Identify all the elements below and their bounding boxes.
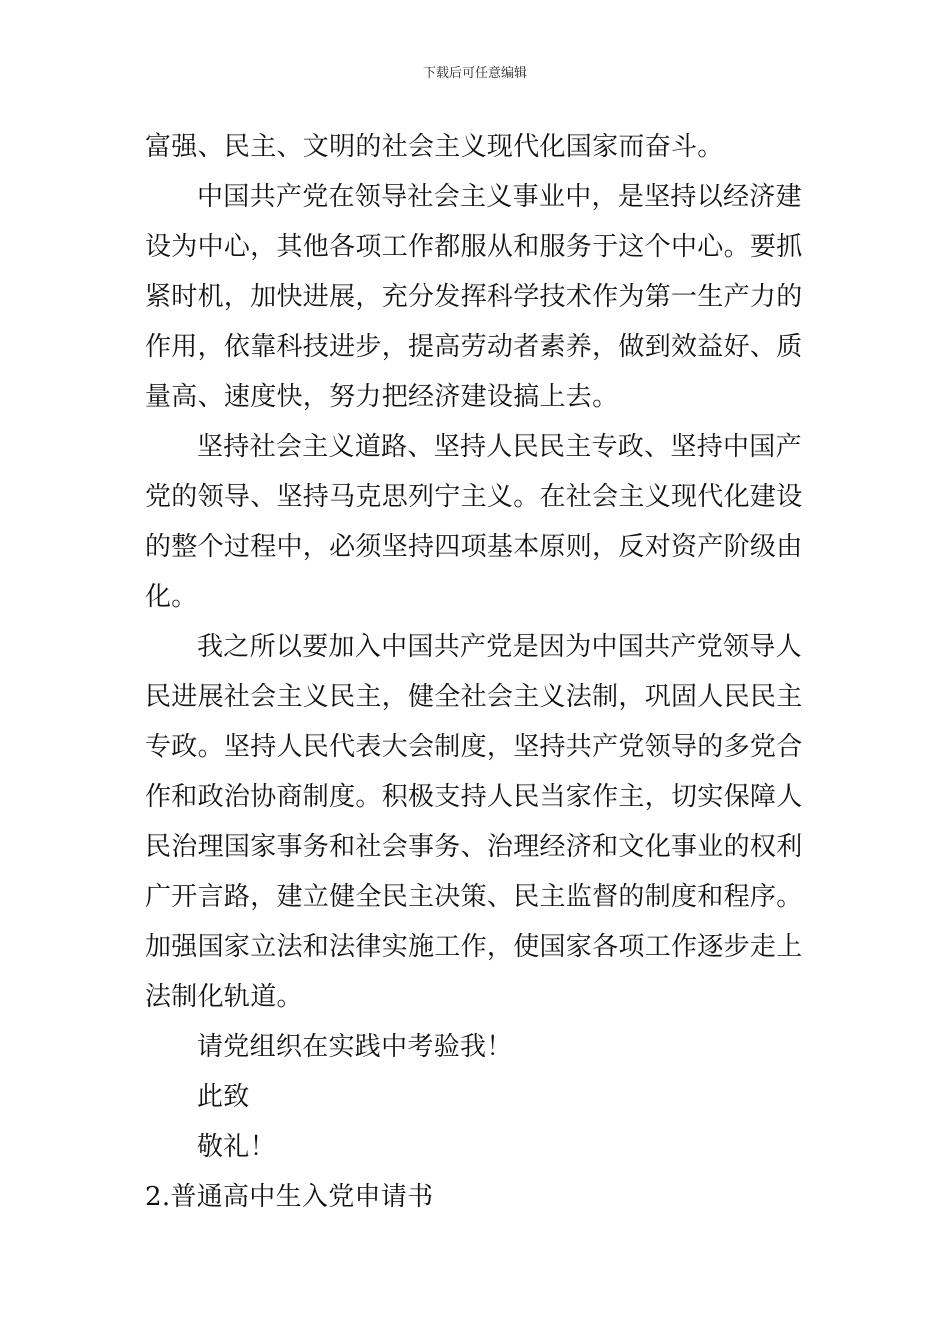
text-line: 党的领导、坚持马克思列宁主义。在社会主义现代化建设 xyxy=(145,482,803,512)
page-header-note: 下载后可任意编辑 xyxy=(422,66,527,81)
text-line: 量高、速度快，努力把经济建设搞上去。 xyxy=(145,382,619,412)
text-line: 作和政治协商制度。积极支持人民当家作主，切实保障人 xyxy=(145,782,803,812)
text-line: 民进展社会主义民主，健全社会主义法制，巩固人民民主 xyxy=(145,682,803,712)
text-line: 的整个过程中，必须坚持四项基本原则，反对资产阶级由 xyxy=(145,532,803,562)
closing-salutation: 此致 xyxy=(197,1082,250,1112)
text-line: 化。 xyxy=(145,582,198,612)
text-line: 紧时机，加快进展，充分发挥科学技术作为第一生产力的 xyxy=(145,282,803,312)
text-line: 广开言路，建立健全民主决策、民主监督的制度和程序。 xyxy=(145,882,803,912)
closing-regards: 敬礼！ xyxy=(197,1132,276,1162)
text-line: 设为中心，其他各项工作都服从和服务于这个中心。要抓 xyxy=(145,232,803,262)
text-line: 中国共产党在领导社会主义事业中，是坚持以经济建 xyxy=(197,182,802,212)
text-line: 作用，依靠科技进步，提高劳动者素养，做到效益好、质 xyxy=(145,332,803,362)
section-heading: 2.普通高中生入党申请书 xyxy=(145,1182,434,1212)
document-body xyxy=(145,128,810,1228)
text-line: 坚持社会主义道路、坚持人民民主专政、坚持中国产 xyxy=(197,432,802,462)
text-line: 我之所以要加入中国共产党是因为中国共产党领导人 xyxy=(197,632,802,662)
text-line: 民治理国家事务和社会事务、治理经济和文化事业的权利 xyxy=(145,832,803,862)
text-line: 加强国家立法和法律实施工作，使国家各项工作逐步走上 xyxy=(145,932,803,962)
text-line: 专政。坚持人民代表大会制度，坚持共产党领导的多党合 xyxy=(145,732,803,762)
text-line: 富强、民主、文明的社会主义现代化国家而奋斗。 xyxy=(145,132,724,162)
text-line: 法制化轨道。 xyxy=(145,982,303,1012)
closing-request: 请党组织在实践中考验我！ xyxy=(197,1032,513,1062)
